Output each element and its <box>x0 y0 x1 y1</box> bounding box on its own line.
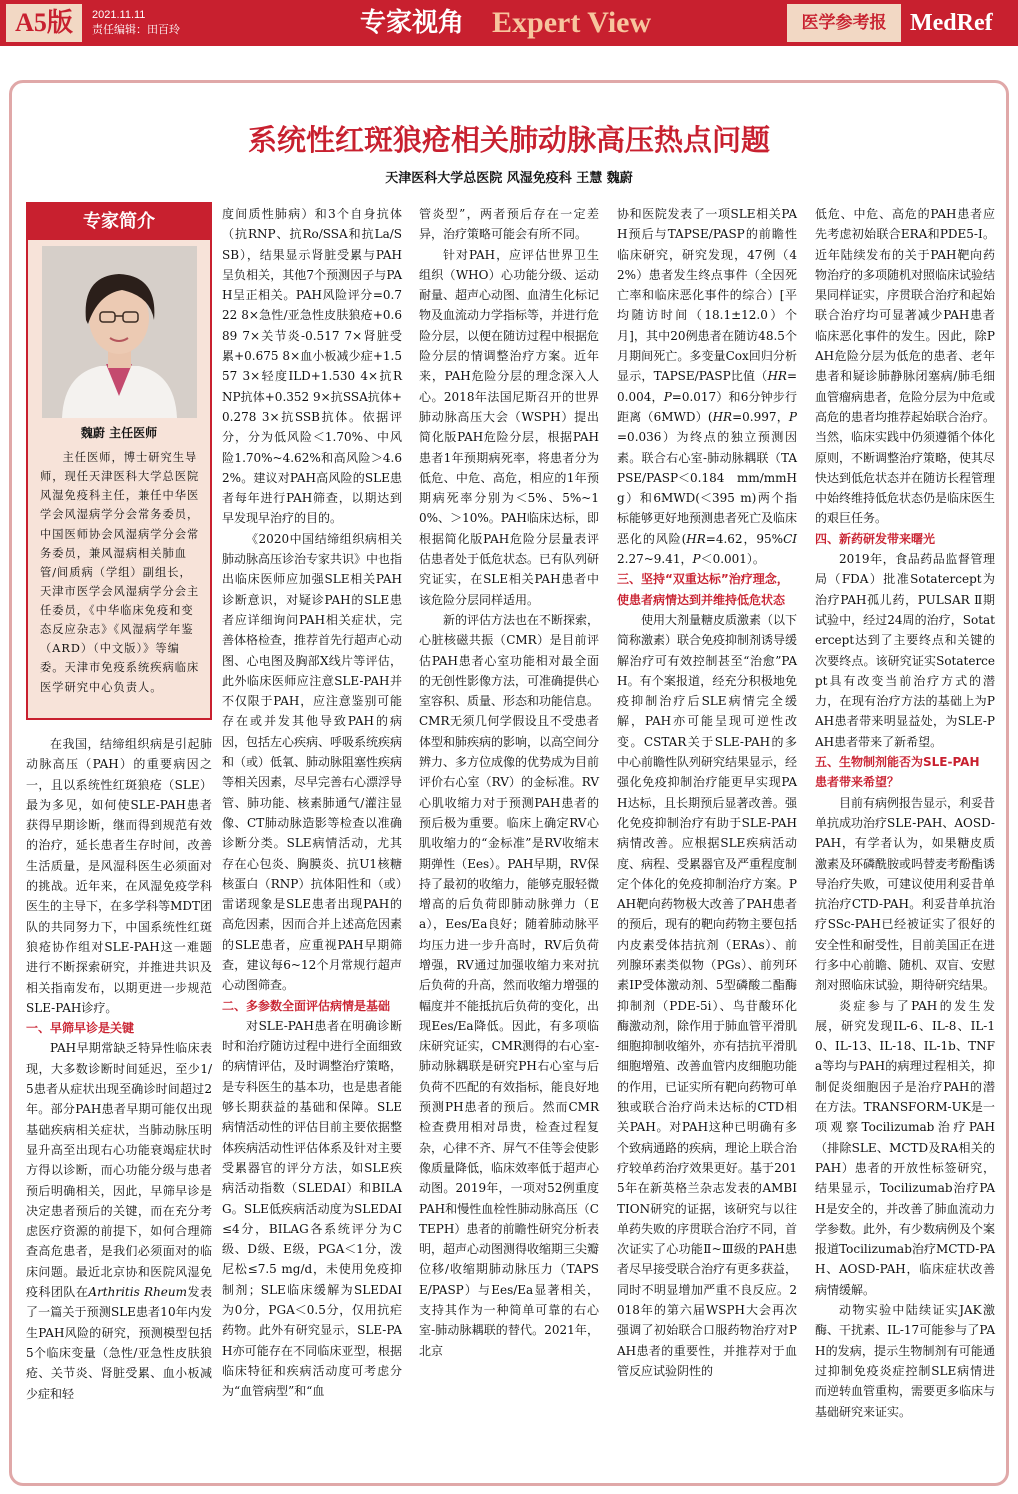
paragraph: 《2020中国结缔组织病相关肺动脉高压诊治专家共识》中也指出临床医师应加强SLE相关PAH诊断意识，对疑诊PAH的SLE患者应详细询问PAH相关症状，完善体格检查，推荐首先行超声心动图、心电图及胸部X线片等评估，此外临床医师应注意SLE-PAH并不仅限于PAH，应注意鉴别可能存在或并发其他导致PAH的病因，包括左心疾病、呼吸系统疾病和（或）低氧、肺动脉阻塞性疾病等相关因素，尽早完善右心漂浮导管、肺功能、核素肺通气/灌注显像、CT肺动脉造影等检查以准确诊断分类。SLE病情活动，尤其存在心包炎、胸膜炎、抗U1核糖核蛋白（RNP）抗体阳性和（或）雷诺现象是SLE患者出现PAH的高危因素，因而合并上述高危因素的SLE患者，应重视PAH早期筛查，建议每6~12个月常规行超声心动图筛查。 <box>222 531 403 993</box>
section-heading-4: 四、新药研发带来曙光 <box>815 531 936 546</box>
section-heading-3: 三、坚持“双重达标”治疗理念， 使患者病情达到并维持低危状态 <box>617 572 789 607</box>
paragraph: 2019年，食品药品监督管理局（FDA）批准Sotatercept为治疗PAH孤儿药，PULSAR Ⅱ期试验中，经过24周的治疗，Sotatercept达到了主要终点和关键的次要终点。该研究证实Sotatercept具有改变当前治疗方式的潜力，在现有治疗方法的基础上为PAH患者带来明显益处，为SLE-PAH患者带来了新希望。 <box>815 552 995 749</box>
paragraph: 低危、中危、高危的PAH患者应先考虑初始联合ERA和PDE5-I。近年陆续发布的关于PAH靶向药物治疗的多项随机对照临床试验结果同样证实，序贯联合治疗和起始联合治疗均可显著减少PAH患者临床恶化事件的发生。因此，除PAH危险分层为低危的患者、老年患者和疑诊肺静脉闭塞病/肺毛细血管瘤病患者，危险分层为中危或高危的患者均推荐起始联合治疗。当然，临床实践中仍须遵循个体化原则，不断调整治疗策略，使其尽快达到低危状态并在随访长程管理中始终维持低危状态仍是临床医生的艰巨任务。 <box>815 207 996 526</box>
brand-logo: MedRef <box>910 10 993 36</box>
paragraph: 协和医院发表了一项SLE相关PAH预后与TAPSE/PASP的前瞻性临床研究，研究发现，47例（42%）患者发生终点事件（全因死亡率和临床恶化事件的综合）[平均随访时间（18.1±12.0）个月]，其中20例患者在随访48.5个月期间死亡。多变量Cox回归分析显示，TAPSE/PASP比值（HR=0.004，P=0.017）和6分钟步行距离（6MWD）(HR=0.997，P=0.036）为终点的独立预测因素。联合右心室-肺动脉耦联（TAPSE/PASP＜0.184 mm/mmHg）和6MWD(＜395 m)两个指标能够更好地预测患者死亡及临床恶化的风险(HR=4.62，95%CI2.27~9.41，P＜0.001）。 <box>617 207 798 567</box>
paragraph: 动物实验中陆续证实JAK激酶、干扰素、IL-17可能参与了PAH的发病，提示生物制剂有可能通过抑制免疫炎症控制SLE病情进而逆转血管重构，需要更多临床与基础研究来证实。 <box>815 1303 996 1419</box>
column-4 <box>617 204 797 1381</box>
expert-photo <box>42 246 197 418</box>
journal-name: Arthritis Rheum <box>88 1285 188 1300</box>
column-name-en: Expert View <box>492 6 652 39</box>
paragraph: 对SLE-PAH患者在明确诊断时和治疗随访过程中进行全面细致的病情评估，及时调整治疗策略，是专科医生的基本功，也是患者能够长期获益的基础和保障。SLE病情活动性的评估目前主要依据整体疾病活动性评估体系及针对主要受累器官的评分方法，如SLE疾病活动指数（SLEDAI）和BILAG。SLE低疾病活动度为SLEDAI≤4分，BILAG各系统评分为C级、D级、E级，PGA＜1分，泼尼松≤7.5 mg/d，未使用免疫抑制剂；SLE临床缓解为SLEDAI为0分，PGA＜0.5分，仅用抗疟药物。此外有研究显示，SLE-PAH亦可能存在不同临床亚型，根据临床特征和疾病活动度可考虑分为“血管病型”和“血 <box>222 1018 403 1399</box>
byline: 天津医科大学总医院 风湿免疫科 王慧 魏蔚 <box>385 171 633 186</box>
paragraph: 炎症参与了PAH的发生发展，研究发现IL-6、IL-8、IL-10、IL-13、IL-18、IL-1b、TNFa等均与PAH的病理过程相关，抑制促炎细胞因子是治疗PAH的潜在方法。TRANSFORM-UK是一项观察Tocilizumab治疗PAH（排除SLE、MCTD及RA相关的PAH）患者的开放性标签研究，结果显示，Tocilizumab治疗PAH是安全的，并改善了肺血流动力学参数。此外，有少数病例及个案报道Tocilizumab治疗MCTD-PAH、AOSD-PAH，临床症状改善病情缓解。 <box>815 998 996 1297</box>
paragraph: 管炎型”，两者预后存在一定差异，治疗策略可能会有所不同。 <box>419 207 599 242</box>
portrait-image <box>42 246 197 418</box>
paragraph: 度间质性肺病）和3个自身抗体（抗RNP、抗Ro/SSA和抗La/SSB），结果显示肾脏受累与PAH呈负相关，其他7个预测因子与PAH呈正相关。PAH风险评分=0.722 8×急性/亚急性皮肤狼疮+0.689 7×关节炎-0.517 7×肾脏受累+0.675 8×血小板减少症+1.557 3×轻度ILD+1.530 4×抗RNP抗体+0.352 9×抗SSA抗体+0.278 3×抗SSB抗体。依据评分，分为低风险＜1.70%、中风险1.70%~4.62%和高风险＞4.62%。建议对PAH高风险的SLE患者每年进行PAH筛查，以期达到早发现早治疗的目的。 <box>222 207 402 526</box>
section-heading-2: 二、多参数全面评估病情是基础 <box>222 998 391 1013</box>
section-heading-1: 一、早筛早诊是关键 <box>26 1021 135 1036</box>
paragraph: 使用大剂量糖皮质激素（以下简称激素）联合免疫抑制剂诱导缓解治疗可有效控制甚至“治愈”PAH。有个案报道，经充分积极地免疫抑制治疗后SLE病情完全缓解，PAH亦可能呈现可逆性改变。CSTAR关于SLE-PAH的多中心前瞻性队列研究结果显示，经强化免疫抑制治疗能更早实现PAH达标，且长期预后显著改善。强化免疫抑制治疗有助于SLE-PAH病情改善。应根据SLE疾病活动度、病程、受累器官及严重程度制定个体化的免疫抑制治疗方案。PAH靶向药物极大改善了PAH患者的预后，现有的靶向药物主要包括内皮素受体拮抗剂（ERAs）、前列腺环素类似物（PGs）、前列环素IP受体激动剂、5型磷酸二酯酶抑制剂（PDE-5i）、鸟苷酸环化酶激动剂，除作用于肺血管平滑肌细胞抑制收缩外，亦有拮抗平滑肌细胞增殖、改善血管内皮细胞功能的作用，已证实所有靶向药物可单独或联合治疗尚未达标的CTD相关PAH。对PAH这种已明确有多个致病通路的疾病，理论上联合治疗较单药治疗效果更好。基于2015年在新英格兰杂志发表的AMBITION研究的证据，该研究与以往单药失败的序贯联合治疗不同，首次证实了心功能Ⅱ~Ⅲ级的PAH患者尽早接受联合治疗有更多获益，同时不明显增加严重不良反应。2018年的第六届WSPH大会再次强调了初始联合口服药物治疗对PAH患者的重要性，并推荐对于血管反应试验阴性的 <box>617 612 798 1378</box>
column-5 <box>815 204 995 1422</box>
paragraph: 目前有病例报告显示，利妥昔单抗成功治疗SLE-PAH、AOSD-PAH，有学者认为，如果糖皮质激素及环磷酰胺或吗替麦考酚酯诱导治疗失败，可建议使用利妥昔单抗治疗CTD-PAH。利妥昔单抗治疗SSc-PAH已经被证实了很好的安全性和耐受性，目前美国正在进行多中心前瞻、随机、双盲、安慰剂对照临床试验，期待研究结果。 <box>815 795 996 993</box>
editor-credit: 责任编辑：田百玲 <box>92 24 180 36</box>
column-2 <box>222 204 402 1402</box>
column-1 <box>26 734 212 1404</box>
paper-name: 医学参考报 <box>787 4 901 42</box>
column-name: 专家视角 <box>360 8 465 38</box>
issue-date: 2021.11.11 <box>92 9 146 21</box>
article-title: 系统性红斑狼疮相关肺动脉高压热点问题 <box>247 123 770 157</box>
expert-name: 魏蔚 主任医师 <box>80 426 158 440</box>
expert-bio: 主任医师，博士研究生导师，现任天津医科大学总医院风湿免疫科主任，兼任中华医学会风湿病学分会常务委员，中国医师协会风湿病学分会常务委员，兼风湿病相关肺血管/间质病（学组）副组长，天津市医学会风湿病学分会主任委员，《中华临床免疫和变态反应杂志》《风湿病学年鉴（ARD）（中文版）》等编委。天津市免疫系统疾病临床医学研究中心负责人。 <box>40 451 200 694</box>
section-heading-5: 五、生物制剂能否为SLE-PAH 患者带来希望？ <box>815 755 980 790</box>
paragraph: 在我国，结缔组织病是引起肺动脉高压（PAH）的重要病因之一，且以系统性红斑狼疮（SLE）最为多见，如何使SLE-PAH患者获得早期诊断，继而得到规范有效的治疗，延长患者生存时间，改善生活质量，是风湿科医生必须面对的挑战。近年来，在风湿免疫学科医生的主导下，在多学科等MDT团队的共同努力下，中国系统性红斑狼疮协作组对SLE-PAH这一难题进行不断探索研究，并推进共识及相关指南发布，以期更进一步规范SLE-PAH诊疗。 <box>26 737 212 1015</box>
paragraph: 新的评估方法也在不断探索，心脏核磁共振（CMR）是目前评估PAH患者心室功能相对最全面的无创性影像方法，可准确提供心室容积、质量、形态和功能信息。CMR无须几何学假设且不受患者体型和肺疾病的影响，以高空间分辨力、多方位成像的优势成为目前评价右心室（RV）的金标准。RV心肌收缩力对于预测PAH患者的预后极为重要。临床上确定RV心肌收缩力的“金标准”是RV收缩末期弹性（Ees）。PAH早期，RV保持了最初的收缩力，能够克服轻微增高的后负荷即肺动脉弹力（Ea），Ees/Ea良好；随着肺动脉平均压力进一步升高时，RV后负荷增强，RV通过加强收缩力来对抗后负荷的升高，然而收缩力增强的幅度并不能抵抗后负荷的变化，出现Ees/Ea降低。因此，有多项临床研究证实，CMR测得的右心室-肺动脉耦联是研究PH右心室与后负荷不匹配的有效指标，能良好地预测PH患者的预后。然而CMR检查费用相对昂贵，检查过程复杂，心律不齐、屏气不佳等会使影像质量降低，临床效率低于超声心动图。2019年，一项对52例重度PAH和慢性血栓性肺动脉高压（CTEPH）患者的前瞻性研究分析表明，超声心动图测得收缩期三尖瓣位移/收缩期肺动脉压力（TAPSE/PASP）与Ees/Ea显著相关，支持其作为一种简单可靠的右心室-肺动脉耦联的替代。2021年，北京 <box>419 612 600 1358</box>
paragraph: 针对PAH，应评估世界卫生组织（WHO）心功能分级、运动耐量、超声心动图、血清生化标记物及血流动力学指标等，并进行危险分层，以便在随访过程中根据危险分层的情调整治疗方案。近年来，PAH危险分层的理念深入人心。2018年法国尼斯召开的世界肺动脉高压大会（WSPH）提出简化版PAH危险分层，根据PAH患者1年预期病死率，将患者分为低危、中危、高危，相应的1年预期病死率分别为＜5%、5%~10%、＞10%。PAH临床达标，即根据简化版PAH危险分层量表评估患者处于低危状态。已有队列研究证实，在SLE相关PAH患者中该危险分层同样适用。 <box>419 247 600 607</box>
expert-profile-box <box>26 202 212 720</box>
date-block <box>92 8 180 38</box>
header-bar <box>0 0 1018 46</box>
expert-heading: 专家简介 <box>28 204 210 240</box>
edition-badge: A5版 <box>6 4 82 42</box>
paragraph: PAH早期常缺乏特异性临床表现，大多数诊断时间延迟，至少1/5患者从症状出现至确诊时间超过2年。部分PAH患者早期可能仅出现基础疾病相关症状，当肺动脉压明显升高至出现右心功能衰竭症状时方得以诊断，而心功能分级与患者预后明确相关，因此，早筛早诊是决定患者预后的关键，而在充分考虑医疗资源的前提下，如何合理筛查高危患者，是我们必须面对的临床问题。最近北京协和医院风湿免疫科团队在Arthritis Rheum发表了一篇关于预测SLE患者10年内发生PAH风险的研究，预测模型包括5个临床变量（急性/亚急性皮肤狼疮、关节炎、肾脏受累、血小板减少症和轻 <box>26 1041 212 1401</box>
column-3 <box>419 204 599 1361</box>
